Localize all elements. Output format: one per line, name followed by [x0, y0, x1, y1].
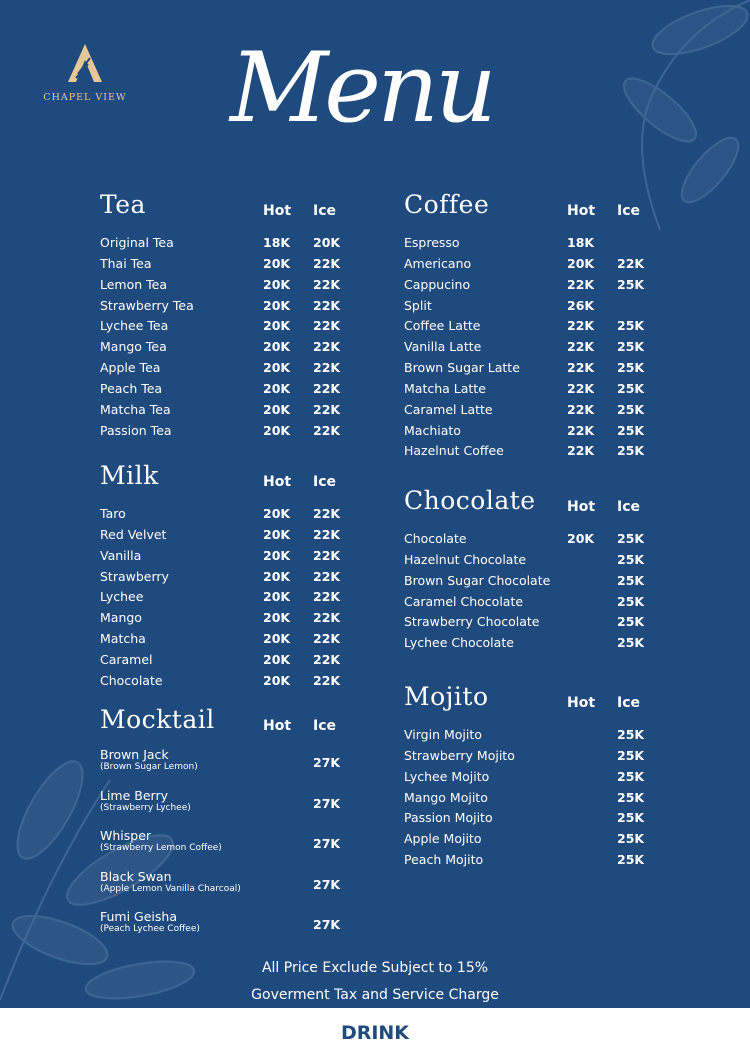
ice-price: 22K [313, 276, 341, 292]
hot-price: 22K [567, 360, 595, 376]
logo-mark-icon [68, 44, 102, 82]
ice-price: 22K [313, 297, 341, 313]
menu-item [404, 550, 684, 571]
item-name: Apple Mojito [404, 831, 482, 847]
hot-price: 20K [263, 276, 291, 292]
ice-price: 22K [313, 589, 341, 605]
ice-price: 22K [313, 506, 341, 521]
hot-price: 20K [263, 255, 291, 271]
hot-price: 20K [263, 526, 291, 542]
hot-price: 20K [263, 631, 291, 647]
item-name: Peach Mojito [404, 852, 484, 868]
ice-price: 22K [313, 568, 341, 584]
item-name: Lychee Chocolate [404, 635, 514, 651]
menu-item [404, 850, 684, 871]
hot-price: 20K [263, 297, 291, 313]
ice-price: 25K [617, 422, 645, 438]
ice-price: 25K [617, 401, 645, 417]
menu-title: Menu [230, 32, 493, 144]
tax-note [0, 955, 750, 1008]
ice-column-header: Ice [617, 499, 641, 515]
ice-price: 25K [617, 852, 645, 868]
item-list [404, 529, 684, 654]
ice-price: 25K [617, 572, 645, 588]
menu-item [100, 400, 380, 421]
menu-item [100, 421, 380, 442]
menu-item [404, 421, 684, 442]
menu-item [100, 829, 380, 870]
hot-price: 18K [567, 235, 595, 250]
hot-price: 20K [263, 422, 291, 438]
item-name: Red Velvet [100, 526, 167, 542]
ice-price: 25K [617, 360, 645, 376]
item-name: Original Tea [100, 235, 174, 250]
menu-item [404, 275, 684, 296]
ice-price: 25K [617, 789, 645, 805]
item-description: (Peach Lychee Coffee) [100, 924, 200, 934]
hot-price: 22K [567, 443, 595, 459]
item-name: Vanilla Latte [404, 339, 482, 355]
section-title: Tea [100, 190, 146, 219]
item-name: Espresso [404, 235, 460, 250]
ice-price: 25K [617, 551, 645, 567]
menu-item [100, 870, 380, 911]
item-name: Matcha [100, 631, 146, 647]
menu-item [100, 567, 380, 588]
menu-item [100, 748, 380, 789]
ice-price: 22K [313, 401, 341, 417]
item-name: Mango Tea [100, 339, 167, 355]
ice-price: 25K [617, 635, 645, 651]
item-list [404, 233, 684, 462]
menu-item [404, 571, 684, 592]
item-name: Chocolate [100, 672, 163, 688]
menu-item [100, 358, 380, 379]
item-name: Coffee Latte [404, 318, 481, 334]
item-name: Matcha Latte [404, 380, 486, 396]
hot-price: 22K [567, 276, 595, 292]
ice-column-header: Ice [313, 203, 337, 219]
ice-price: 20K [313, 235, 341, 250]
section-title: Mojito [404, 682, 489, 711]
menu-item [100, 587, 380, 608]
menu-item [100, 650, 380, 671]
item-name: Apple Tea [100, 360, 161, 376]
item-name: Passion Tea [100, 422, 172, 438]
ice-price: 27K [313, 917, 341, 932]
item-name: Brown Jack [100, 747, 169, 762]
hot-column-header: Hot [567, 695, 596, 711]
ice-price: 22K [313, 526, 341, 542]
hot-price: 20K [263, 339, 291, 355]
item-name: Passion Mojito [404, 810, 493, 826]
leaf-illustration-icon [590, 0, 750, 250]
item-description: (Apple Lemon Vanilla Charcoal) [100, 883, 241, 894]
section-title: Milk [100, 461, 159, 490]
hot-price: 22K [567, 339, 595, 355]
item-name: Lime Berry [100, 787, 168, 803]
item-name: Lychee Mojito [404, 768, 490, 784]
item-list [100, 748, 380, 951]
item-name: Chocolate [404, 531, 467, 546]
menu-item [100, 546, 380, 567]
item-name: Split [404, 297, 432, 313]
ice-price: 22K [313, 651, 341, 667]
hot-price: 18K [263, 235, 291, 250]
menu-item [404, 441, 684, 462]
ice-price: 22K [313, 422, 341, 438]
item-name: Black Swan [100, 868, 172, 884]
hot-price: 20K [263, 589, 291, 605]
menu-item [404, 529, 684, 550]
hot-column-header: Hot [567, 203, 596, 219]
item-name: Taro [100, 506, 126, 521]
ice-price: 22K [617, 255, 645, 271]
ice-price: 25K [617, 276, 645, 292]
menu-item [404, 358, 684, 379]
item-name: Brown Sugar Chocolate [404, 572, 551, 588]
menu-item [404, 633, 684, 654]
hot-column-header: Hot [567, 499, 596, 515]
menu-item [404, 254, 684, 275]
ice-price: 25K [617, 318, 645, 334]
menu-item [404, 592, 684, 613]
chapel-view-logo [40, 44, 130, 103]
hot-price: 20K [263, 568, 291, 584]
ice-price: 25K [617, 380, 645, 396]
menu-item [100, 504, 380, 525]
section-title: Coffee [404, 190, 490, 219]
tax-note-line: Goverment Tax and Service Charge [251, 987, 499, 1003]
menu-item [404, 767, 684, 788]
menu-item [100, 254, 380, 275]
ice-price: 27K [313, 795, 341, 811]
section-title: Chocolate [404, 486, 536, 515]
menu-item [404, 725, 684, 746]
ice-price: 22K [313, 339, 341, 355]
item-list [404, 725, 684, 871]
ice-price: 22K [313, 547, 341, 563]
brand-name: CHAPEL VIEW [43, 92, 127, 103]
ice-price: 25K [617, 531, 645, 546]
menu-item [100, 275, 380, 296]
hot-price: 20K [263, 672, 291, 688]
item-name: Cappucino [404, 276, 471, 292]
ice-price: 22K [313, 631, 341, 647]
section-title: Mocktail [100, 705, 215, 734]
menu-item [100, 910, 380, 951]
footer-drink-label: DRINK [340, 1022, 410, 1044]
menu-item [404, 296, 684, 317]
ice-price: 22K [313, 318, 341, 334]
item-name: Strawberry Tea [100, 297, 194, 313]
item-name: Caramel Chocolate [404, 593, 524, 609]
menu-item [404, 612, 684, 633]
ice-price: 25K [617, 443, 645, 459]
tax-note-line: All Price Exclude Subject to 15% [261, 960, 489, 976]
menu-item [100, 296, 380, 317]
item-list [100, 233, 380, 441]
ice-column-header: Ice [313, 718, 337, 734]
ice-price: 22K [313, 360, 341, 376]
ice-price: 25K [617, 614, 645, 630]
item-name: Vanilla [100, 547, 142, 563]
hot-price: 20K [567, 531, 595, 546]
item-name: Fumi Geisha [100, 909, 177, 924]
item-name: Americano [404, 255, 472, 271]
item-name: Strawberry Chocolate [404, 614, 540, 630]
menu-item [100, 233, 380, 254]
hot-price: 26K [567, 297, 595, 313]
hot-price: 20K [263, 610, 291, 626]
hot-price: 20K [567, 255, 595, 271]
hot-price: 22K [567, 380, 595, 396]
item-list [100, 504, 380, 692]
item-name: Peach Tea [100, 380, 163, 396]
hot-price: 22K [567, 318, 595, 334]
hot-price: 20K [263, 360, 291, 376]
hot-price: 20K [263, 651, 291, 667]
item-name: Thai Tea [100, 255, 152, 271]
ice-price: 22K [313, 255, 341, 271]
item-name: Caramel Latte [404, 401, 493, 417]
hot-price: 22K [567, 401, 595, 417]
item-name: Whisper [100, 828, 152, 843]
item-name: Hazelnut Coffee [404, 443, 504, 459]
ice-column-header: Ice [617, 203, 641, 219]
item-name: Strawberry [100, 568, 169, 584]
item-name: Mango Mojito [404, 789, 488, 805]
item-description: (Strawberry Lychee) [100, 802, 191, 813]
ice-price: 27K [313, 836, 341, 851]
ice-price: 22K [313, 672, 341, 688]
menu-item [100, 337, 380, 358]
ice-price: 25K [617, 810, 645, 826]
menu-item [404, 316, 684, 337]
ice-column-header: Ice [313, 474, 337, 490]
item-description: (Strawberry Lemon Coffee) [100, 843, 222, 853]
ice-price: 27K [313, 755, 341, 770]
ice-price: 25K [617, 593, 645, 609]
menu-item [404, 400, 684, 421]
hot-price: 20K [263, 547, 291, 563]
ice-column-header: Ice [617, 695, 641, 711]
item-name: Matcha Tea [100, 401, 171, 417]
item-name: Brown Sugar Latte [404, 360, 520, 376]
menu-item [404, 379, 684, 400]
menu-item [404, 746, 684, 767]
menu-item [100, 671, 380, 692]
item-name: Lemon Tea [100, 276, 168, 292]
menu-item [100, 316, 380, 337]
hot-price: 20K [263, 506, 291, 521]
item-name: Virgin Mojito [404, 727, 482, 742]
item-name: Machiato [404, 422, 461, 438]
hot-price: 20K [263, 380, 291, 396]
menu-item [100, 629, 380, 650]
item-name: Lychee Tea [100, 318, 169, 334]
item-name: Lychee [100, 589, 144, 605]
menu-item [404, 808, 684, 829]
hot-price: 22K [567, 422, 595, 438]
ice-price: 25K [617, 768, 645, 784]
hot-column-header: Hot [263, 718, 292, 734]
hot-price: 20K [263, 318, 291, 334]
menu-item [404, 788, 684, 809]
hot-column-header: Hot [263, 474, 292, 490]
ice-price: 25K [617, 831, 645, 847]
menu-item [404, 233, 684, 254]
ice-price: 25K [617, 727, 645, 742]
menu-item [100, 525, 380, 546]
ice-price: 22K [313, 610, 341, 626]
ice-price: 27K [313, 876, 341, 892]
hot-price: 20K [263, 401, 291, 417]
menu-item [100, 608, 380, 629]
menu-item [100, 379, 380, 400]
hot-column-header: Hot [263, 203, 292, 219]
item-name: Mango [100, 610, 142, 626]
ice-price: 25K [617, 747, 645, 763]
item-description: (Brown Sugar Lemon) [100, 762, 198, 772]
ice-price: 25K [617, 339, 645, 355]
menu-item [404, 829, 684, 850]
ice-price: 22K [313, 380, 341, 396]
menu-item [100, 789, 380, 830]
item-name: Hazelnut Chocolate [404, 551, 527, 567]
item-name: Strawberry Mojito [404, 747, 515, 763]
item-name: Caramel [100, 651, 153, 667]
menu-item [404, 337, 684, 358]
